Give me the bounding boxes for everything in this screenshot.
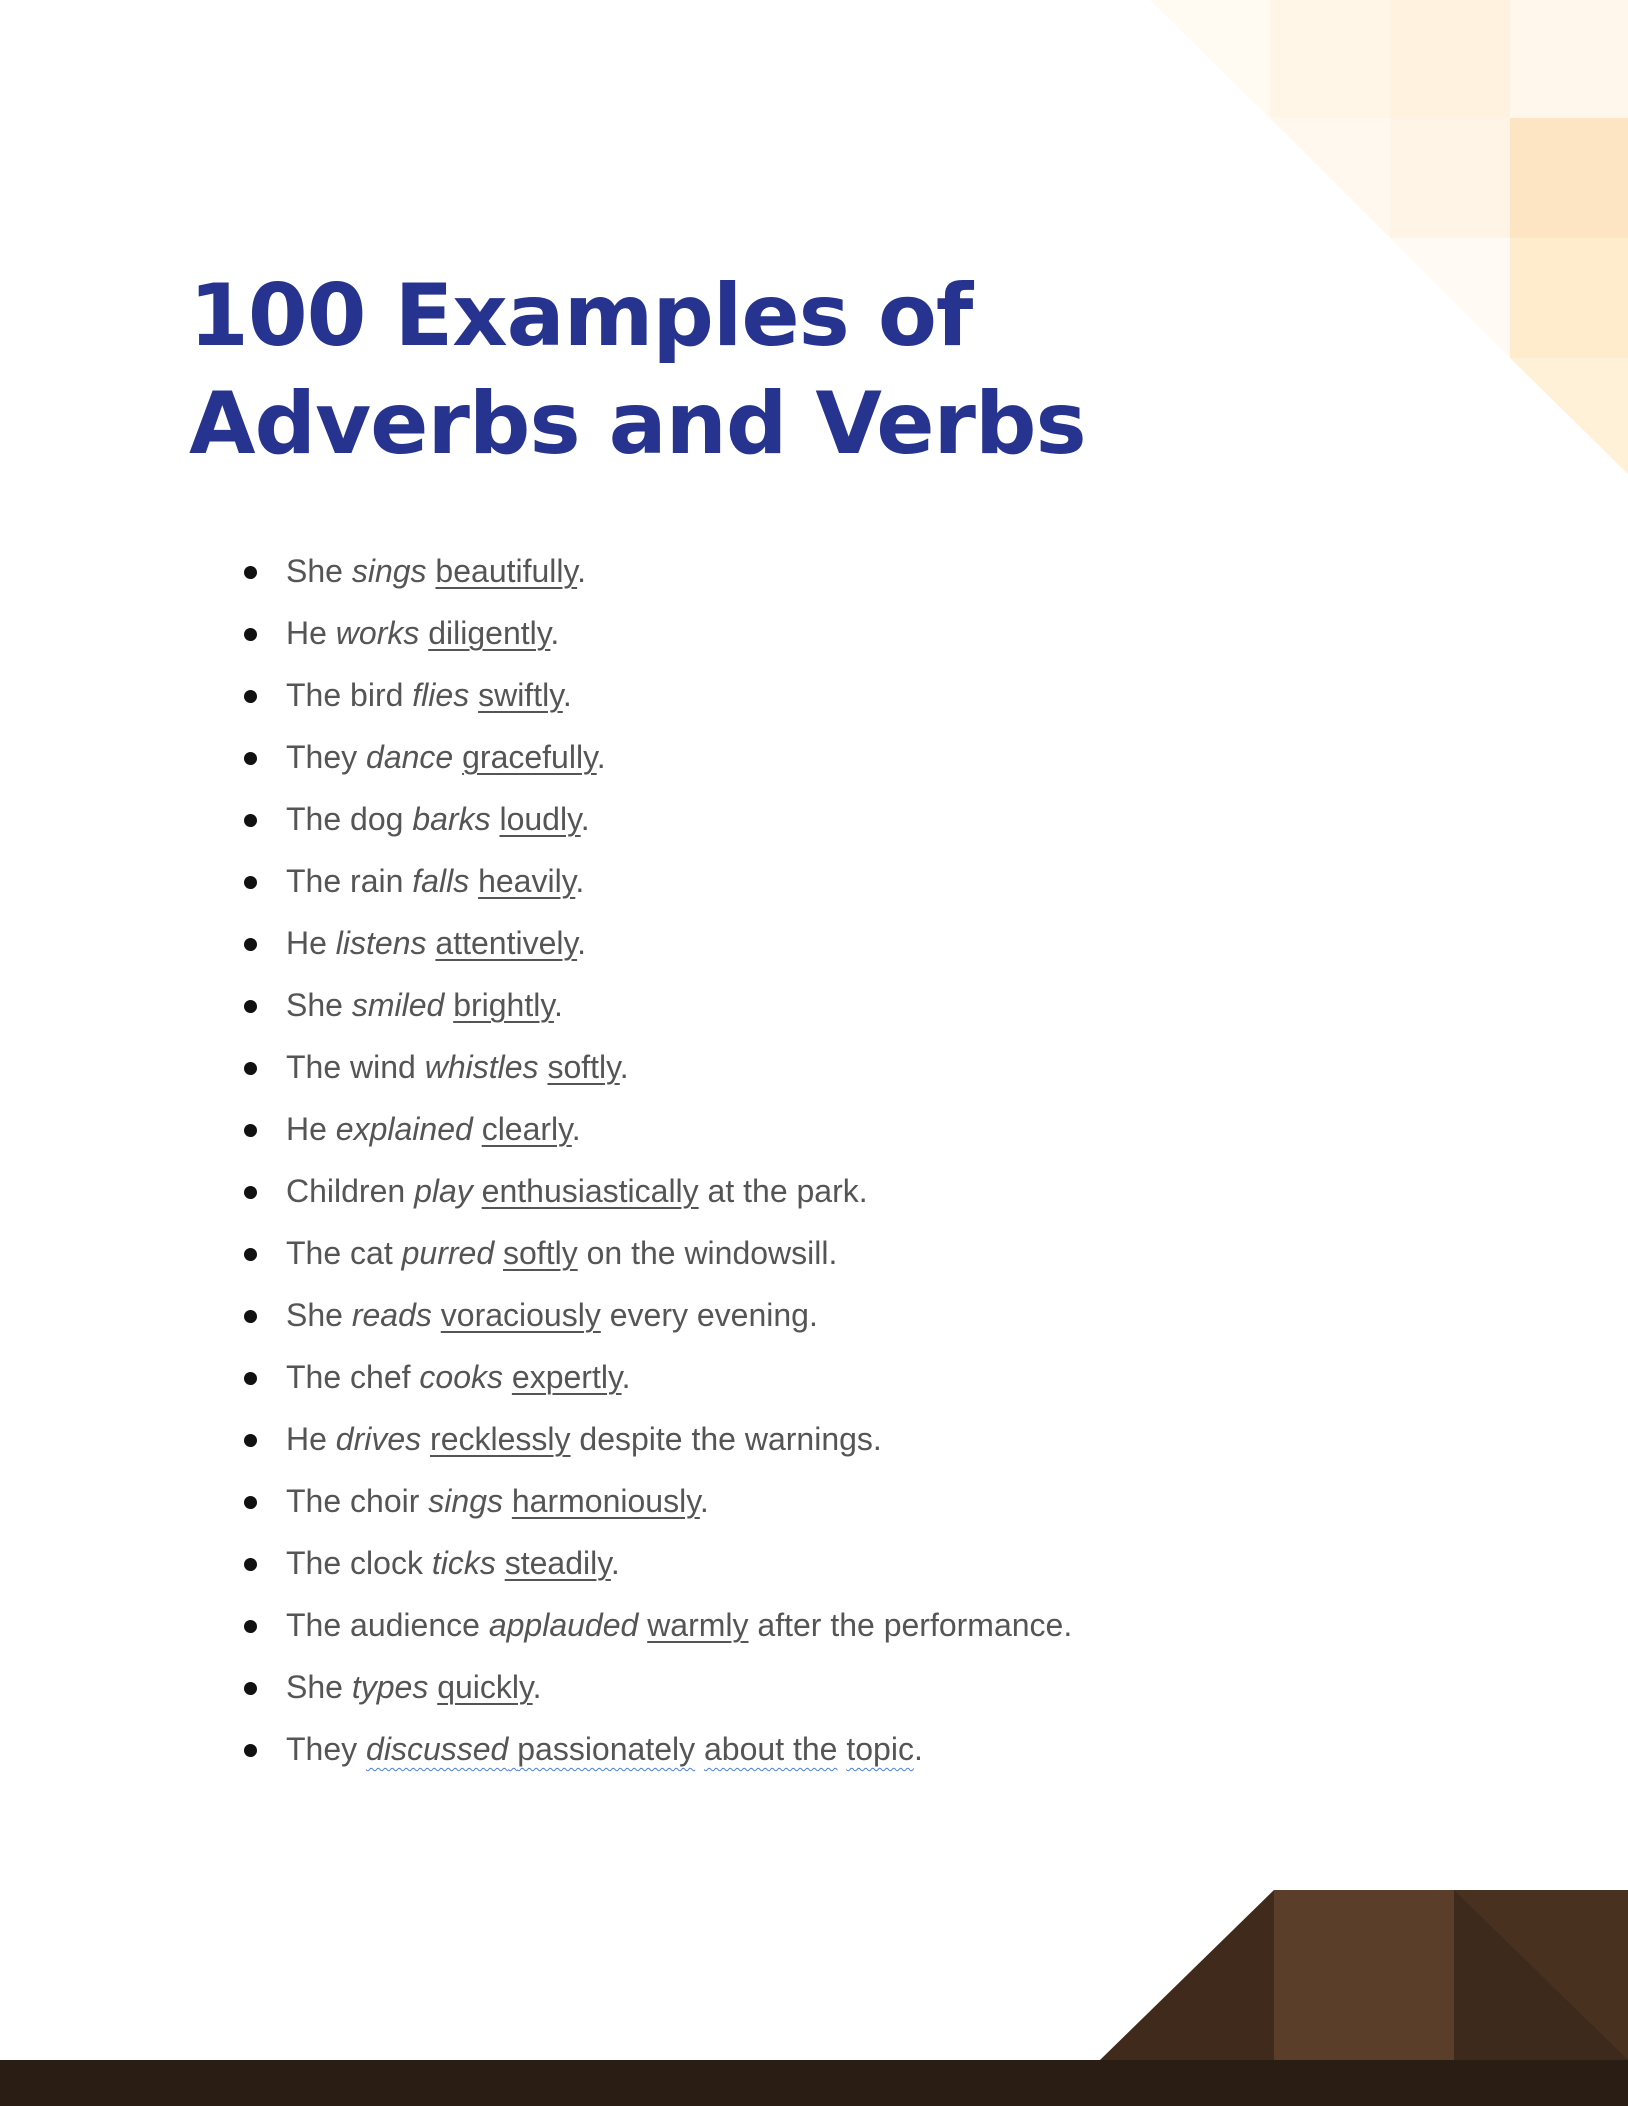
sentence-text: . [550, 615, 560, 651]
sentence-text: Children [286, 1173, 415, 1209]
sentence-text [444, 987, 453, 1023]
example-sentence [286, 1669, 542, 1705]
example-sentence [286, 1731, 923, 1767]
adverb-text: expertly [511, 1359, 622, 1395]
sentence-text: They [286, 739, 367, 775]
sentence-text: on the windowsill. [577, 1235, 838, 1271]
sentence-text [419, 615, 428, 651]
sentence-text: The chef [286, 1359, 420, 1395]
sentence-text: He [286, 615, 336, 651]
example-sentence [286, 1173, 868, 1209]
adverb-text: enthusiastically [481, 1173, 699, 1209]
bullet-icon [244, 1310, 257, 1323]
example-sentence [286, 1297, 818, 1333]
list-item [286, 1538, 1386, 1600]
bullet-icon [244, 1434, 257, 1447]
adverb-text: swiftly [478, 677, 563, 713]
adverb-text: gracefully [462, 739, 597, 775]
list-item [286, 1414, 1386, 1476]
bullet-icon [244, 690, 257, 703]
verb-text: play [414, 1173, 473, 1209]
verb-text: falls [412, 863, 470, 899]
title-line-2: Adverbs and Verbs [189, 374, 1086, 474]
verb-text: types [351, 1669, 429, 1705]
bullet-icon [244, 876, 257, 889]
list-item [286, 1228, 1386, 1290]
sentence-text: . [580, 801, 590, 837]
sentence-text [695, 1731, 704, 1767]
sentence-text [837, 1731, 846, 1767]
list-item [286, 1352, 1386, 1414]
example-sentence [286, 987, 563, 1023]
sentence-text: She [286, 1669, 352, 1705]
adverb-text: passionately [517, 1731, 696, 1767]
list-item [286, 1166, 1386, 1228]
verb-text: drives [335, 1421, 422, 1457]
example-sentence [286, 925, 586, 961]
sentence-text: The clock [286, 1545, 432, 1581]
example-sentence [286, 863, 584, 899]
sentence-text: . [913, 1731, 923, 1767]
list-item [286, 1290, 1386, 1352]
example-sentence [286, 1359, 630, 1395]
examples-list [286, 546, 1386, 1786]
bullet-icon [244, 1062, 257, 1075]
example-sentence [286, 677, 572, 713]
sentence-text: . [596, 739, 606, 775]
list-item [286, 1104, 1386, 1166]
sentence-text [453, 739, 462, 775]
adverb-text: harmoniously [511, 1483, 700, 1519]
sentence-text [469, 677, 478, 713]
title-line-1: 100 Examples of [189, 266, 973, 366]
spellcheck-flag: about the [704, 1731, 838, 1767]
example-sentence [286, 615, 559, 651]
verb-text: applauded [488, 1607, 639, 1643]
sentence-text [508, 1731, 517, 1767]
verb-text: cooks [419, 1359, 503, 1395]
list-item [286, 918, 1386, 980]
sentence-text: . [577, 925, 586, 961]
sentence-text [503, 1359, 512, 1395]
sentence-text: The rain [286, 863, 413, 899]
adverb-text: loudly [499, 801, 581, 837]
verb-text: dance [366, 739, 454, 775]
bullet-icon [244, 938, 257, 951]
top-right-mosaic [1150, 0, 1628, 474]
adverb-text: warmly [647, 1607, 749, 1643]
sentence-text [432, 1297, 441, 1333]
list-item [286, 1662, 1386, 1724]
sentence-text: He [286, 1111, 336, 1147]
verb-text: flies [412, 677, 470, 713]
sentence-text: . [562, 677, 572, 713]
sentence-text: . [610, 1545, 620, 1581]
sentence-text [473, 1111, 482, 1147]
list-item [286, 732, 1386, 794]
list-item [286, 1724, 1386, 1786]
list-item [286, 794, 1386, 856]
bullet-icon [244, 1558, 257, 1571]
adverb-text: diligently [428, 615, 551, 651]
list-item [286, 608, 1386, 670]
adverb-text: voraciously [440, 1297, 601, 1333]
sentence-text: He [286, 925, 336, 961]
page-title [189, 262, 1189, 478]
sentence-text [503, 1483, 512, 1519]
sentence-text: . [619, 1049, 629, 1085]
list-item [286, 546, 1386, 608]
bullet-icon [244, 1186, 257, 1199]
verb-text: barks [412, 801, 491, 837]
list-item [286, 1600, 1386, 1662]
bullet-icon [244, 566, 257, 579]
bullet-icon [244, 1496, 257, 1509]
adverb-text: attentively [435, 925, 578, 961]
sentence-text [496, 1545, 505, 1581]
list-item [286, 856, 1386, 918]
example-sentence [286, 1235, 837, 1271]
example-sentence [286, 1607, 1072, 1643]
verb-text: smiled [351, 987, 445, 1023]
example-sentence [286, 553, 586, 589]
bullet-icon [244, 814, 257, 827]
spellcheck-flag: topic [846, 1731, 914, 1767]
adverb-text: softly [547, 1049, 620, 1085]
sentence-text [473, 1173, 482, 1209]
sentence-text: . [532, 1669, 542, 1705]
footer-bar [0, 2060, 1628, 2106]
sentence-text: The wind [286, 1049, 425, 1085]
verb-text: sings [428, 1483, 503, 1519]
sentence-text: They [286, 1731, 367, 1767]
sentence-text: He [286, 1421, 336, 1457]
example-sentence [286, 739, 606, 775]
adverb-text: beautifully [435, 553, 578, 589]
bullet-icon [244, 1124, 257, 1137]
adverb-text: recklessly [430, 1421, 571, 1457]
sentence-text: after the performance. [748, 1607, 1073, 1643]
example-sentence [286, 801, 590, 837]
verb-text: discussed [366, 1731, 509, 1767]
sentence-text: . [577, 553, 587, 589]
verb-text: ticks [431, 1545, 496, 1581]
verb-text: whistles [424, 1049, 539, 1085]
verb-text: reads [351, 1297, 432, 1333]
sentence-text: The audience [286, 1607, 489, 1643]
example-sentence [286, 1111, 581, 1147]
list-item [286, 1476, 1386, 1538]
adverb-text: brightly [453, 987, 554, 1023]
bullet-icon [244, 1620, 257, 1633]
example-sentence [286, 1545, 620, 1581]
sentence-text: . [621, 1359, 631, 1395]
bullet-icon [244, 1248, 257, 1261]
bullet-icon [244, 1744, 257, 1757]
adverb-text: steadily [504, 1545, 611, 1581]
adverb-text: heavily [478, 863, 576, 899]
verb-text: explained [335, 1111, 473, 1147]
sentence-text [638, 1607, 647, 1643]
sentence-text [428, 1669, 437, 1705]
adverb-text: quickly [437, 1669, 533, 1705]
bottom-right-mosaic [1100, 1890, 1628, 2060]
list-item [286, 1042, 1386, 1104]
bullet-icon [244, 1372, 257, 1385]
list-item [286, 670, 1386, 732]
example-sentence [286, 1483, 709, 1519]
sentence-text: The bird [286, 677, 413, 713]
verb-text: sings [351, 553, 427, 589]
bullet-icon [244, 628, 257, 641]
adverb-text: softly [503, 1235, 578, 1271]
list-item [286, 980, 1386, 1042]
sentence-text: The cat [286, 1235, 402, 1271]
sentence-text [421, 1421, 430, 1457]
sentence-text: The dog [286, 801, 413, 837]
sentence-text: . [699, 1483, 709, 1519]
sentence-text: She [286, 553, 352, 589]
sentence-text: She [286, 1297, 352, 1333]
sentence-text: The choir [286, 1483, 429, 1519]
sentence-text: despite the warnings. [570, 1421, 882, 1457]
sentence-text [494, 1235, 503, 1271]
adverb-text: clearly [481, 1111, 572, 1147]
sentence-text: at the park. [698, 1173, 868, 1209]
sentence-text [695, 1731, 923, 1767]
bullet-icon [244, 752, 257, 765]
sentence-text [469, 863, 478, 899]
sentence-text: . [553, 987, 563, 1023]
example-sentence [286, 1049, 629, 1085]
bullet-icon [244, 1682, 257, 1695]
verb-text: listens [335, 925, 427, 961]
verb-text: purred [401, 1235, 495, 1271]
sentence-text: every evening. [600, 1297, 818, 1333]
verb-text: works [335, 615, 420, 651]
sentence-text: . [571, 1111, 581, 1147]
example-sentence [286, 1421, 882, 1457]
sentence-text: She [286, 987, 352, 1023]
bullet-icon [244, 1000, 257, 1013]
sentence-text: . [575, 863, 585, 899]
